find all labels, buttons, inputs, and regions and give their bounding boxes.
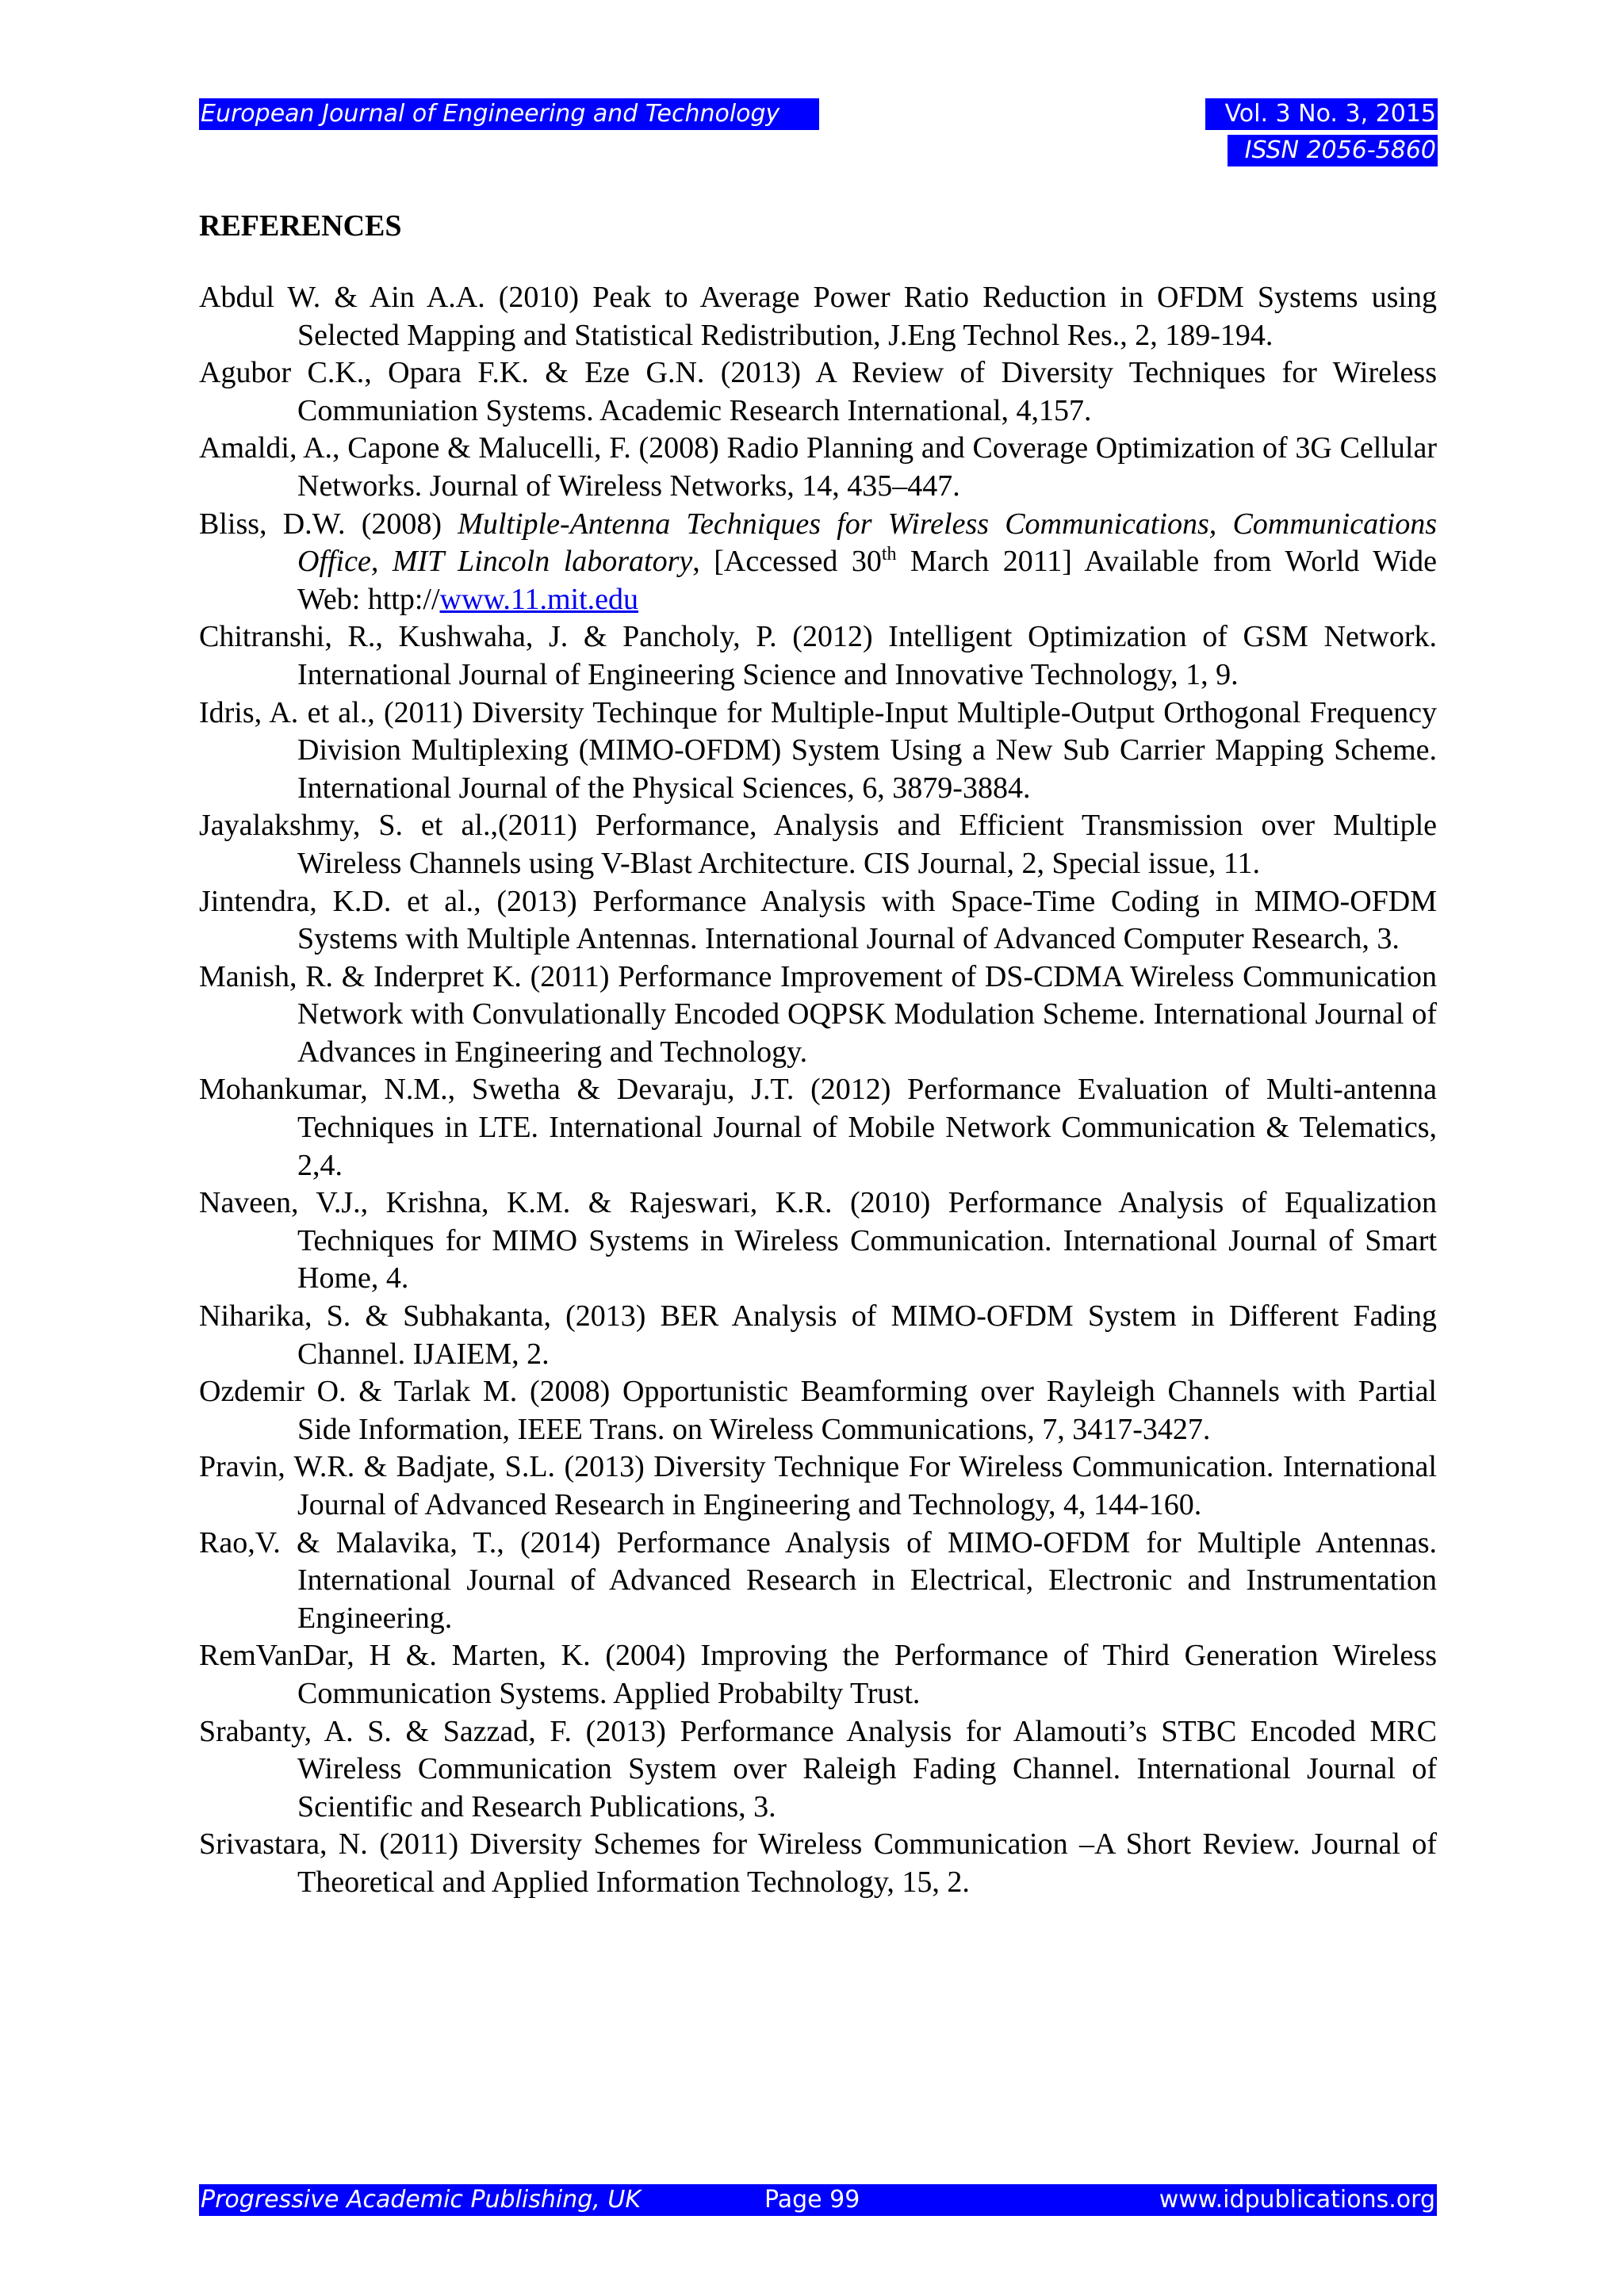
- reference-item: Mohankumar, N.M., Swetha & Devaraju, J.T. (2012) Performance Evaluation of Multi-antenna Techniques in LTE. International Journal of Mobile Network Communication & Telematics, 2,4.: [199, 1073, 1437, 1182]
- reference-title-italic: Multiple-Antenna Techniques for Wireless Communications, Communications Office, MIT Lincoln laboratory: [297, 507, 1437, 579]
- reference-item: Agubor C.K., Opara F.K. & Eze G.N. (2013) A Review of Diversity Techniques for Wireless Communiation Systems. Academic Research International, 4,157.: [199, 356, 1437, 427]
- reference-item: Niharika, S. & Subhakanta, (2013) BER Analysis of MIMO-OFDM System in Different Fading Channel. IJAIEM, 2.: [199, 1299, 1437, 1371]
- reference-item: Pravin, W.R. & Badjate, S.L. (2013) Diversity Technique For Wireless Communication. International Journal of Advanced Research in Engineering and Technology, 4, 144-160.: [199, 1450, 1437, 1521]
- reference-item: Amaldi, A., Capone & Malucelli, F. (2008) Radio Planning and Coverage Optimization of 3G Cellular Networks. Journal of Wireless Networks, 14, 435–447.: [199, 431, 1437, 503]
- reference-link[interactable]: www.11.mit.edu: [439, 582, 639, 616]
- reference-text: Bliss, D.W. (2008): [199, 507, 458, 541]
- reference-list: [199, 279, 1437, 1902]
- volume-info: Vol. 3 No. 3, 2015: [1205, 98, 1438, 130]
- reference-item: [199, 506, 1437, 619]
- reference-item: Srabanty, A. S. & Sazzad, F. (2013) Performance Analysis for Alamouti’s STBC Encoded MRC Wireless Communication System over Raleigh Fading Channel. International Journal of Scientific and Research Publications, 3.: [199, 1714, 1437, 1823]
- reference-text: March 2011] Available from World Wide Web: http://: [297, 545, 1437, 616]
- journal-title: European Journal of Engineering and Technology: [199, 98, 819, 130]
- references-heading: REFERENCES: [199, 209, 402, 243]
- reference-item: Chitranshi, R., Kushwaha, J. & Pancholy, P. (2012) Intelligent Optimization of GSM Network. International Journal of Engineering Science and Innovative Technology, 1, 9.: [199, 620, 1437, 691]
- publisher-website[interactable]: www.idpublications.org: [1159, 2186, 1435, 2214]
- reference-text: , [Accessed 30: [692, 545, 882, 579]
- ordinal-superscript: th: [881, 544, 897, 565]
- publisher-name: Progressive Academic Publishing, UK: [201, 2186, 641, 2214]
- reference-item: Jintendra, K.D. et al., (2013) Performance Analysis with Space-Time Coding in MIMO-OFDM Systems with Multiple Antennas. International Journal of Advanced Computer Research, 3.: [199, 884, 1437, 956]
- page-footer: [199, 2184, 1437, 2216]
- reference-item: Abdul W. & Ain A.A. (2010) Peak to Average Power Ratio Reduction in OFDM Systems using Selected Mapping and Statistical Redistribution, J.Eng Technol Res., 2, 189-194.: [199, 281, 1437, 352]
- reference-item: Jayalakshmy, S. et al.,(2011) Performance, Analysis and Efficient Transmission over Multiple Wireless Channels using V-Blast Architecture. CIS Journal, 2, Special issue, 11.: [199, 809, 1437, 880]
- reference-item: Rao,V. & Malavika, T., (2014) Performance Analysis of MIMO-OFDM for Multiple Antennas. International Journal of Advanced Research in Electrical, Electronic and Instrumentation Engineering.: [199, 1525, 1437, 1635]
- issn: ISSN 2056-5860: [1228, 135, 1438, 166]
- reference-item: Naveen, V.J., Krishna, K.M. & Rajeswari, K.R. (2010) Performance Analysis of Equalization Techniques for MIMO Systems in Wireless Communication. International Journal of Smart Home, 4.: [199, 1186, 1437, 1295]
- reference-item: Idris, A. et al., (2011) Diversity Techinque for Multiple-Input Multiple-Output Orthogonal Frequency Division Multiplexing (MIMO-OFDM) System Using a New Sub Carrier Mapping Scheme. International Journal of the Physical Sciences, 6, 3879-3884.: [199, 695, 1437, 805]
- reference-item: Ozdemir O. & Tarlak M. (2008) Opportunistic Beamforming over Rayleigh Channels with Partial Side Information, IEEE Trans. on Wireless Communications, 7, 3417-3427.: [199, 1375, 1437, 1446]
- reference-item: RemVanDar, H &. Marten, K. (2004) Improving the Performance of Third Generation Wireless Communication Systems. Applied Probabilty Trust.: [199, 1639, 1437, 1710]
- page-number: Page 99: [764, 2186, 860, 2214]
- reference-item: Manish, R. & Inderpret K. (2011) Performance Improvement of DS-CDMA Wireless Communication Network with Convulationally Encoded OQPSK Modulation Scheme. International Journal of Advances in Engineering and Technology.: [199, 959, 1437, 1069]
- reference-item: Srivastara, N. (2011) Diversity Schemes for Wireless Communication –A Short Review. Journal of Theoretical and Applied Information Technology, 15, 2.: [199, 1827, 1437, 1899]
